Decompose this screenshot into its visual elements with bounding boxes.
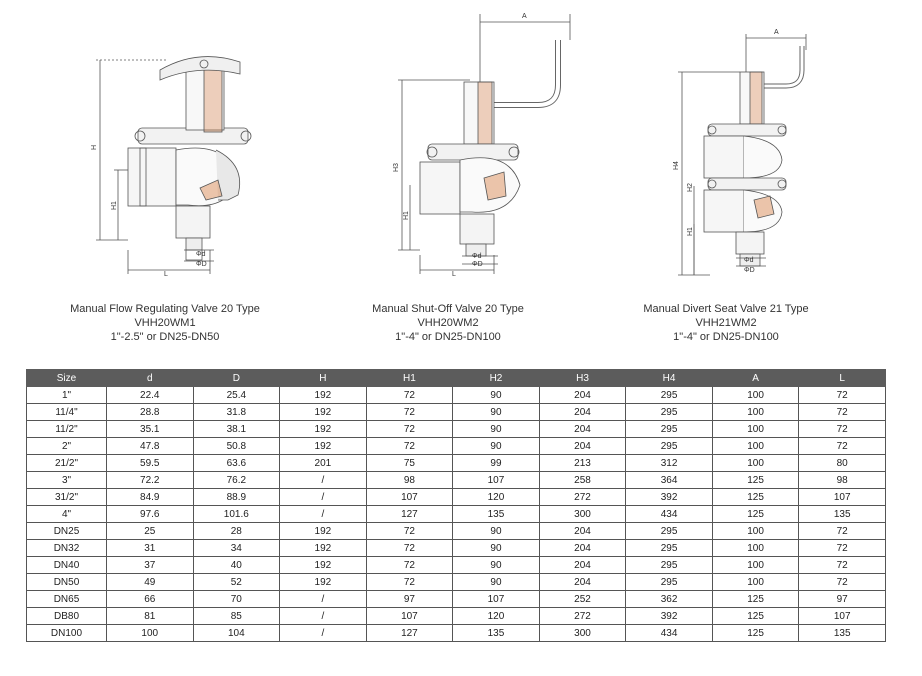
table-cell: 100: [712, 387, 799, 404]
table-cell: 28.8: [107, 404, 194, 421]
dim-l-label: L: [452, 271, 456, 278]
table-cell: /: [280, 608, 367, 625]
table-cell: 98: [799, 472, 886, 489]
table-row: [27, 387, 886, 404]
table-cell: 295: [626, 387, 713, 404]
dim-a-label: A: [522, 13, 527, 20]
table-cell: 31/2": [27, 489, 107, 506]
dim-h2-label: H2: [687, 183, 694, 192]
table-cell: 72: [366, 438, 453, 455]
table-row: [27, 438, 886, 455]
table-cell: 295: [626, 421, 713, 438]
table-cell: 100: [712, 557, 799, 574]
table-cell: 11/4": [27, 404, 107, 421]
table-row: [27, 472, 886, 489]
table-cell: 80: [799, 455, 886, 472]
dim-h1-label: H1: [687, 227, 694, 236]
table-cell: 22.4: [107, 387, 194, 404]
table-cell: /: [280, 591, 367, 608]
table-cell: 72: [366, 557, 453, 574]
table-row: [27, 506, 886, 523]
table-cell: 192: [280, 387, 367, 404]
table-cell: 37: [107, 557, 194, 574]
table-cell: 25.4: [193, 387, 280, 404]
table-cell: 204: [539, 540, 626, 557]
table-cell: 295: [626, 557, 713, 574]
caption-model: VHH20WM2: [417, 317, 479, 329]
table-cell: 72: [366, 387, 453, 404]
valve-drawing-shut-off: [380, 0, 580, 290]
table-cell: 66: [107, 591, 194, 608]
caption-title: Manual Flow Regulating Valve 20 Type: [70, 303, 260, 315]
dim-outer-d-label: ΦD: [472, 261, 483, 268]
table-cell: 204: [539, 557, 626, 574]
dim-d-label: Φd: [196, 251, 206, 258]
table-cell: 300: [539, 625, 626, 642]
header-h3: H3: [539, 370, 626, 387]
table-cell: 204: [539, 574, 626, 591]
table-cell: 81: [107, 608, 194, 625]
dim-h4-label: H4: [673, 161, 680, 170]
table-cell: 204: [539, 404, 626, 421]
table-cell: 100: [712, 455, 799, 472]
table-row: [27, 591, 886, 608]
table-cell: 312: [626, 455, 713, 472]
table-cell: DB80: [27, 608, 107, 625]
table-cell: 192: [280, 574, 367, 591]
table-cell: 135: [453, 506, 540, 523]
table-cell: 300: [539, 506, 626, 523]
table-cell: 252: [539, 591, 626, 608]
table-cell: 125: [712, 591, 799, 608]
table-cell: DN100: [27, 625, 107, 642]
table-cell: 72: [366, 404, 453, 421]
dim-outer-d-label: ΦD: [744, 267, 755, 274]
table-cell: 72: [366, 540, 453, 557]
table-cell: 135: [799, 506, 886, 523]
table-row: [27, 608, 886, 625]
table-row: [27, 455, 886, 472]
table-cell: 120: [453, 608, 540, 625]
table-cell: 84.9: [107, 489, 194, 506]
table-body: [27, 387, 886, 642]
header-size: Size: [27, 370, 107, 387]
table-cell: 434: [626, 506, 713, 523]
table-cell: 90: [453, 574, 540, 591]
table-cell: 34: [193, 540, 280, 557]
table-cell: 107: [366, 489, 453, 506]
table-cell: 392: [626, 608, 713, 625]
header-outer-d: D: [193, 370, 280, 387]
table-cell: 107: [799, 489, 886, 506]
table-row: [27, 489, 886, 506]
table-cell: 192: [280, 557, 367, 574]
table-cell: 125: [712, 489, 799, 506]
table-cell: 125: [712, 608, 799, 625]
table-cell: 204: [539, 438, 626, 455]
table-cell: 47.8: [107, 438, 194, 455]
table-cell: 101.6: [193, 506, 280, 523]
caption-size-range: 1"-4" or DN25-DN100: [395, 331, 501, 343]
valve-drawing-divert-seat: [670, 0, 830, 290]
table-cell: 125: [712, 472, 799, 489]
header-a: A: [712, 370, 799, 387]
table-cell: 100: [712, 438, 799, 455]
table-cell: 100: [712, 421, 799, 438]
table-cell: 49: [107, 574, 194, 591]
table-cell: 192: [280, 540, 367, 557]
table-cell: 107: [453, 472, 540, 489]
table-cell: 2": [27, 438, 107, 455]
table-cell: 88.9: [193, 489, 280, 506]
table-cell: 90: [453, 387, 540, 404]
table-cell: 100: [107, 625, 194, 642]
table-cell: 100: [712, 523, 799, 540]
table-cell: 272: [539, 608, 626, 625]
table-cell: DN32: [27, 540, 107, 557]
table-cell: 120: [453, 489, 540, 506]
table-header-row: [27, 370, 886, 387]
table-cell: 135: [799, 625, 886, 642]
table-cell: 127: [366, 625, 453, 642]
table-cell: /: [280, 472, 367, 489]
table-cell: /: [280, 489, 367, 506]
caption-shut-off: [298, 302, 598, 344]
valve-drawing-flow-regulating: [88, 0, 278, 290]
table-row: [27, 404, 886, 421]
dim-h1-label: H1: [111, 201, 118, 210]
dim-h-label: H: [91, 144, 98, 150]
dim-l-label: L: [164, 271, 168, 278]
table-cell: 3": [27, 472, 107, 489]
table-cell: 72.2: [107, 472, 194, 489]
table-cell: 192: [280, 404, 367, 421]
table-cell: 127: [366, 506, 453, 523]
table-cell: 204: [539, 421, 626, 438]
caption-size-range: 1"-4" or DN25-DN100: [673, 331, 779, 343]
table-cell: 100: [712, 404, 799, 421]
caption-divert-seat: [576, 302, 876, 344]
table-cell: 72: [799, 540, 886, 557]
dim-h3-label: H3: [393, 163, 400, 172]
table-cell: 85: [193, 608, 280, 625]
dim-outer-d-label: ΦD: [196, 261, 207, 268]
table-cell: 295: [626, 540, 713, 557]
table-cell: 295: [626, 574, 713, 591]
table-cell: 52: [193, 574, 280, 591]
dim-h1-label: H1: [403, 211, 410, 220]
table-cell: 204: [539, 523, 626, 540]
table-cell: 192: [280, 421, 367, 438]
table-row: [27, 557, 886, 574]
table-cell: 99: [453, 455, 540, 472]
table-cell: 97.6: [107, 506, 194, 523]
table-cell: 21/2": [27, 455, 107, 472]
header-h4: H4: [626, 370, 713, 387]
table-cell: 1": [27, 387, 107, 404]
table-cell: 90: [453, 404, 540, 421]
table-cell: 50.8: [193, 438, 280, 455]
table-cell: 72: [799, 574, 886, 591]
table-cell: 204: [539, 387, 626, 404]
table-cell: 72: [366, 421, 453, 438]
table-cell: 135: [453, 625, 540, 642]
table-cell: DN65: [27, 591, 107, 608]
table-cell: 35.1: [107, 421, 194, 438]
table-cell: 72: [366, 574, 453, 591]
table-cell: 362: [626, 591, 713, 608]
dim-a-label: A: [774, 29, 779, 36]
table-cell: 192: [280, 438, 367, 455]
table-cell: 72: [799, 404, 886, 421]
caption-size-range: 1"-2.5" or DN25-DN50: [110, 331, 220, 343]
table-row: [27, 421, 886, 438]
table-cell: DN50: [27, 574, 107, 591]
table-cell: 28: [193, 523, 280, 540]
table-cell: 258: [539, 472, 626, 489]
table-cell: /: [280, 625, 367, 642]
table-cell: 201: [280, 455, 367, 472]
caption-title: Manual Divert Seat Valve 21 Type: [643, 303, 809, 315]
table-cell: 31.8: [193, 404, 280, 421]
table-cell: 434: [626, 625, 713, 642]
table-cell: 100: [712, 540, 799, 557]
table-cell: 31: [107, 540, 194, 557]
table-row: [27, 523, 886, 540]
dimension-table: [26, 369, 886, 642]
table-cell: 72: [799, 557, 886, 574]
table-cell: 70: [193, 591, 280, 608]
table-cell: 104: [193, 625, 280, 642]
table-cell: 72: [366, 523, 453, 540]
table-cell: 38.1: [193, 421, 280, 438]
table-row: [27, 574, 886, 591]
table-cell: 90: [453, 421, 540, 438]
table-cell: 90: [453, 540, 540, 557]
table-cell: 11/2": [27, 421, 107, 438]
table-cell: 72: [799, 438, 886, 455]
table-cell: 125: [712, 625, 799, 642]
header-d: d: [107, 370, 194, 387]
table-cell: DN25: [27, 523, 107, 540]
caption-flow-regulating: [15, 302, 315, 344]
table-cell: 98: [366, 472, 453, 489]
table-cell: 90: [453, 438, 540, 455]
table-cell: 272: [539, 489, 626, 506]
table-cell: 295: [626, 438, 713, 455]
dim-d-label: Φd: [744, 257, 754, 264]
table-row: [27, 540, 886, 557]
caption-title: Manual Shut-Off Valve 20 Type: [372, 303, 524, 315]
header-h: H: [280, 370, 367, 387]
table-cell: 4": [27, 506, 107, 523]
table-cell: DN40: [27, 557, 107, 574]
table-cell: 97: [366, 591, 453, 608]
table-cell: 100: [712, 574, 799, 591]
table-cell: 125: [712, 506, 799, 523]
caption-model: VHH20WM1: [134, 317, 196, 329]
table-cell: 75: [366, 455, 453, 472]
header-h2: H2: [453, 370, 540, 387]
table-cell: 72: [799, 523, 886, 540]
table-cell: 107: [366, 608, 453, 625]
table-cell: 90: [453, 523, 540, 540]
table-cell: 107: [453, 591, 540, 608]
table-cell: 213: [539, 455, 626, 472]
table-cell: 97: [799, 591, 886, 608]
caption-model: VHH21WM2: [695, 317, 757, 329]
table-cell: 392: [626, 489, 713, 506]
table-cell: 63.6: [193, 455, 280, 472]
table-cell: 72: [799, 421, 886, 438]
table-cell: /: [280, 506, 367, 523]
table-cell: 90: [453, 557, 540, 574]
table-cell: 25: [107, 523, 194, 540]
header-l: L: [799, 370, 886, 387]
table-cell: 40: [193, 557, 280, 574]
table-cell: 76.2: [193, 472, 280, 489]
table-cell: 72: [799, 387, 886, 404]
table-cell: 364: [626, 472, 713, 489]
table-cell: 295: [626, 404, 713, 421]
header-h1: H1: [366, 370, 453, 387]
table-cell: 295: [626, 523, 713, 540]
table-cell: 59.5: [107, 455, 194, 472]
table-row: [27, 625, 886, 642]
table-cell: 192: [280, 523, 367, 540]
dim-d-label: Φd: [472, 253, 482, 260]
table-cell: 107: [799, 608, 886, 625]
